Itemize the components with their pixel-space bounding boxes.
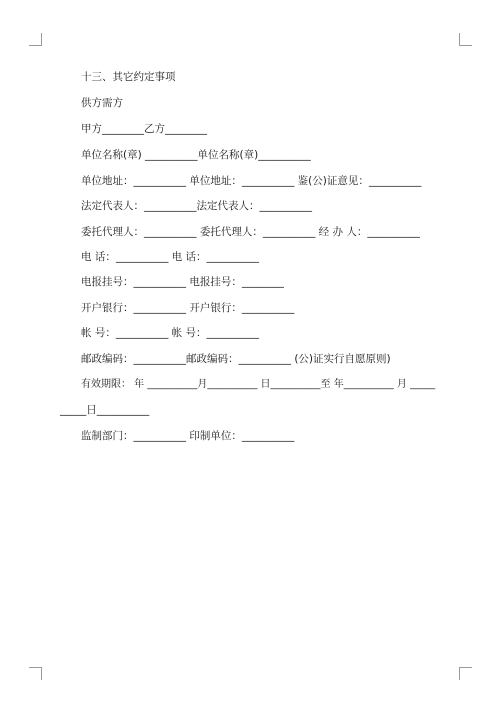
parties-header: 供方需方	[81, 97, 123, 109]
telegraph-line: 电报挂号：__________ 电报挂号：________	[81, 276, 284, 288]
account-line: 帐 号：__________ 帐 号：__________	[81, 327, 260, 339]
unit-address-line: 单位地址：__________ 单位地址：__________ 鉴(公)证意见：__________	[81, 175, 422, 187]
supervision-line: 监制部门：__________ 印制单位：__________	[81, 430, 295, 442]
party-names-line: 甲方________乙方________	[81, 123, 207, 135]
validity-line: 有效期限： 年 __________月__________ 日__________至 年__________ 月 _____	[81, 379, 436, 390]
legal-representative-line: 法定代表人：__________法定代表人：__________	[81, 200, 312, 212]
section-heading: 十三、其它约定事项	[81, 71, 176, 83]
crop-mark-top-right	[459, 33, 472, 46]
crop-mark-bottom-left	[29, 667, 42, 680]
bank-line: 开户银行：__________ 开户银行：__________	[81, 302, 295, 314]
crop-mark-top-left	[29, 33, 42, 46]
agent-line: 委托代理人：__________ 委托代理人：__________ 经 办 人：__________	[81, 226, 420, 238]
unit-name-line: 单位名称(章) __________单位名称(章)__________	[81, 149, 311, 161]
crop-mark-bottom-right	[459, 667, 472, 680]
validity-line-continued: _____日__________	[60, 404, 150, 416]
postcode-line: 邮政编码：__________邮政编码：__________ (公)证实行自愿原则)	[81, 353, 391, 365]
phone-line: 电 话：__________ 电 话：__________	[81, 251, 260, 263]
